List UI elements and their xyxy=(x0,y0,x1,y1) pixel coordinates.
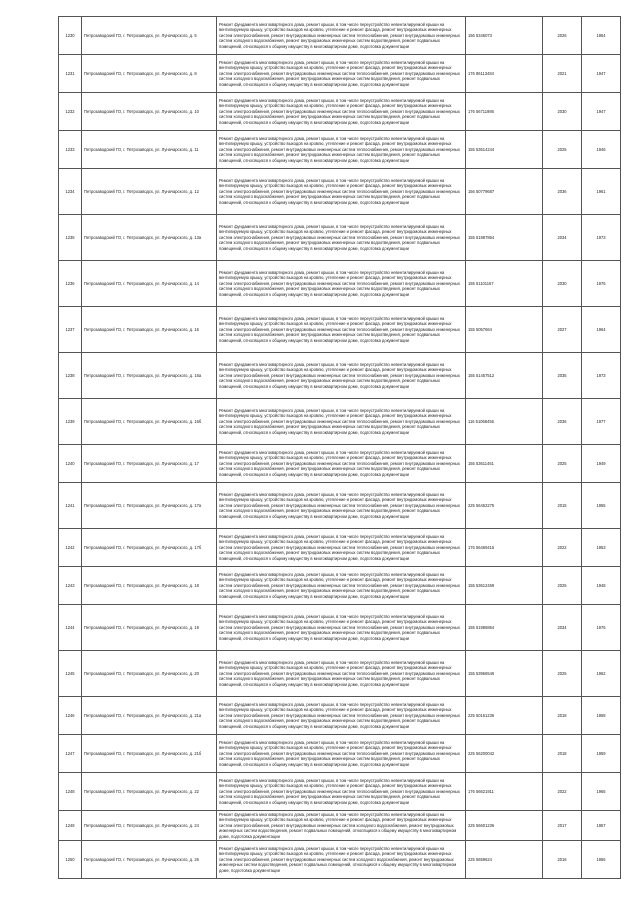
row-build-year: 1946 xyxy=(582,131,621,169)
row-cost: 225 56200042 xyxy=(466,735,543,773)
row-build-year: 1949 xyxy=(582,445,621,483)
row-works: Ремонт фундамента многоквартирного дома, ремонт крыши, в том числе переустройство невентилируемой крыши на вентилируемую крышу, устройство выходов на кровлю, утепление и ремонт фасада, ремонт внутридомовых инженерных систем электроснабжения, ремонт внутридомовых инженерных систем теплоснабжения, ремонт внутридомовых инженерных систем холодного водоснабжения, ремонт внутридомовых инженерных систем водоотведения, ремонт подвальных помещений, относящихся к общему имуществу в многоквартирном доме, подготовка документации xyxy=(217,169,466,215)
table-row xyxy=(59,55,621,93)
row-build-year: 1956 xyxy=(582,841,621,879)
row-number: 1237 xyxy=(59,307,82,353)
table-row xyxy=(59,651,621,697)
row-works: Ремонт фундамента многоквартирного дома, ремонт крыши, в том числе переустройство невентилируемой крыши на вентилируемую крышу, устройство выходов на кровлю, утепление и ремонт фасада, ремонт внутридомовых инженерных систем электроснабжения, ремонт внутридомовых инженерных систем теплоснабжения, ремонт внутридомовых инженерных систем холодного водоснабжения, ремонт внутридомовых инженерных систем водоотведения, ремонт подвальных помещений, относящихся к общему имуществу в многоквартирном доме, подготовка документации xyxy=(217,261,466,307)
row-works: Ремонт фундамента многоквартирного дома, ремонт крыши, в том числе переустройство невентилируемой крыши на вентилируемую крышу, устройство выходов на кровлю, утепление и ремонт фасада, ремонт внутридомовых инженерных систем электроснабжения, ремонт внутридомовых инженерных систем теплоснабжения, ремонт внутридомовых инженерных систем холодного водоснабжения, ремонт внутридомовых инженерных систем водоотведения, ремонт подвальных помещений, относящихся к общему имуществу в многоквартирном доме, подготовка документации xyxy=(217,483,466,529)
row-plan-year: 2016 xyxy=(543,841,582,879)
row-number: 1242 xyxy=(59,529,82,567)
row-cost: 225 56601236 xyxy=(466,811,543,841)
row-number: 1238 xyxy=(59,353,82,399)
row-cost: 155 51986864 xyxy=(466,605,543,651)
row-plan-year: 2036 xyxy=(543,399,582,445)
row-number: 1230 xyxy=(59,17,82,55)
table-row xyxy=(59,215,621,261)
row-number: 1236 xyxy=(59,261,82,307)
row-works: Ремонт фундамента многоквартирного дома, ремонт крыши, в том числе переустройство невентилируемой крыши на вентилируемую крышу, устройство выходов на кровлю, утепление и ремонт фасада, ремонт внутридомовых инженерных систем электроснабжения, ремонт внутридомовых инженерных систем теплоснабжения, ремонт внутридомовых инженерных систем холодного водоснабжения, ремонт внутридомовых инженерных систем водоотведения, ремонт подвальных помещений, относящихся к общему имуществу в многоквартирном доме, подготовка документации xyxy=(217,445,466,483)
row-cost: 155 5057664 xyxy=(466,307,543,353)
row-build-year: 1947 xyxy=(582,55,621,93)
row-build-year: 1961 xyxy=(582,169,621,215)
row-cost: 155 53966546 xyxy=(466,651,543,697)
row-cost: 225 5659624 xyxy=(466,841,543,879)
row-address: Петрозаводский ГО, г. Петрозаводск, ул. Луначарского, д. 26 xyxy=(82,841,217,879)
table-row xyxy=(59,399,621,445)
row-number: 1241 xyxy=(59,483,82,529)
row-build-year: 1973 xyxy=(582,215,621,261)
row-address: Петрозаводский ГО, г. Петрозаводск, ул. Луначарского, д. 5 xyxy=(82,17,217,55)
row-cost: 225 56462275 xyxy=(466,483,543,529)
row-address: Петрозаводский ГО, г. Петрозаводск, ул. Луначарского, д. 19 xyxy=(82,605,217,651)
row-number: 1247 xyxy=(59,735,82,773)
row-plan-year: 2036 xyxy=(543,169,582,215)
row-works: Ремонт фундамента многоквартирного дома, ремонт крыши, в том числе переустройство невентилируемой крыши на вентилируемую крышу, устройство выходов на кровлю, утепление и ремонт фасада, ремонт внутридомовых инженерных систем электроснабжения, ремонт внутридомовых инженерных систем теплоснабжения, ремонт внутридомовых инженерных систем холодного водоснабжения, ремонт внутридомовых инженерных систем водоотведения, ремонт подвальных помещений, относящихся к общему имуществу в многоквартирном доме, подготовка документации xyxy=(217,353,466,399)
table-row xyxy=(59,841,621,879)
row-number: 1235 xyxy=(59,215,82,261)
table-row xyxy=(59,17,621,55)
row-cost: 176 56469415 xyxy=(466,529,543,567)
row-plan-year: 2025 xyxy=(543,445,582,483)
row-number: 1244 xyxy=(59,605,82,651)
table-row xyxy=(59,697,621,735)
table-row xyxy=(59,261,621,307)
row-address: Петрозаводский ГО, г. Петрозаводск, ул. Луначарского, д. 16 xyxy=(82,307,217,353)
row-address: Петрозаводский ГО, г. Петрозаводск, ул. Луначарского, д. 17а xyxy=(82,483,217,529)
row-cost: 116 51068456 xyxy=(466,399,543,445)
row-address: Петрозаводский ГО, г. Петрозаводск, ул. Луначарского, д. 16б xyxy=(82,399,217,445)
row-build-year: 1962 xyxy=(582,651,621,697)
row-address: Петрозаводский ГО, г. Петрозаводск, ул. Луначарского, д. 24 xyxy=(82,811,217,841)
row-address: Петрозаводский ГО, г. Петрозаводск, ул. Луначарского, д. 17б xyxy=(82,529,217,567)
row-address: Петрозаводский ГО, г. Петрозаводск, ул. Луначарского, д. 14 xyxy=(82,261,217,307)
row-address: Петрозаводский ГО, г. Петрозаводск, ул. Луначарского, д. 21б xyxy=(82,735,217,773)
row-cost: 176 56711986 xyxy=(466,93,543,131)
row-works: Ремонт фундамента многоквартирного дома, ремонт крыши, в том числе переустройство невентилируемой крыши на вентилируемую крышу, устройство выходов на кровлю, утепление и ремонт фасада, ремонт внутридомовых инженерных систем электроснабжения, ремонт внутридомовых инженерных систем теплоснабжения, ремонт внутридомовых инженерных систем холодного водоснабжения, ремонт внутридомовых инженерных систем водоотведения, ремонт подвальных помещений, относящихся к общему имуществу в многоквартирном доме, подготовка документации xyxy=(217,307,466,353)
table-row xyxy=(59,445,621,483)
table-row xyxy=(59,773,621,811)
row-build-year: 1959 xyxy=(582,735,621,773)
table-row xyxy=(59,353,621,399)
row-cost: 176 56621911 xyxy=(466,773,543,811)
row-address: Петрозаводский ГО, г. Петрозаводск, ул. Луначарского, д. 20 xyxy=(82,651,217,697)
row-works: Ремонт фундамента многоквартирного дома, ремонт крыши, в том числе переустройство невентилируемой крыши на вентилируемую крышу, устройство выходов на кровлю, утепление и ремонт фасада, ремонт внутридомовых инженерных систем электроснабжения, ремонт внутридомовых инженерных систем теплоснабжения, ремонт внутридомовых инженерных систем холодного водоснабжения, ремонт внутридомовых инженерных систем водоотведения, ремонт подвальных помещений, относящихся к общему имуществу в многоквартирном доме, подготовка документации xyxy=(217,651,466,697)
row-number: 1234 xyxy=(59,169,82,215)
row-cost: 155 53612469 xyxy=(466,567,543,605)
table-row xyxy=(59,307,621,353)
row-plan-year: 2035 xyxy=(543,353,582,399)
row-cost: 155 53614244 xyxy=(466,131,543,169)
row-works: Ремонт фундамента многоквартирного дома, ремонт крыши, в том числе переустройство невентилируемой крыши на вентилируемую крышу, устройство выходов на кровлю, утепление и ремонт фасада, ремонт внутридомовых инженерных систем электроснабжения, ремонт внутридомовых инженерных систем теплоснабжения, ремонт внутридомовых инженерных систем холодного водоснабжения, ремонт внутридомовых инженерных систем водоотведения, ремонт подвальных помещений, относящихся к общему имуществу в многоквартирном доме, подготовка документации xyxy=(217,529,466,567)
row-cost: 156 5346073 xyxy=(466,17,543,55)
row-plan-year: 2025 xyxy=(543,651,582,697)
row-cost: 155 53611461 xyxy=(466,445,543,483)
row-works: Ремонт фундамента многоквартирного дома, ремонт крыши, в том числе переустройство невентилируемой крыши на вентилируемую крышу, устройство выходов на кровлю, утепление и ремонт фасада, ремонт внутридомовых инженерных систем электроснабжения, ремонт внутридомовых инженерных систем теплоснабжения, ремонт внутридомовых инженерных систем холодного водоснабжения, ремонт внутридомовых инженерных систем водоотведения, ремонт подвальных помещений, относящихся к общему имуществу в многоквартирном доме, подготовка документации xyxy=(217,93,466,131)
row-plan-year: 2015 xyxy=(543,483,582,529)
row-build-year: 1965 xyxy=(582,773,621,811)
row-number: 1248 xyxy=(59,773,82,811)
row-cost: 155 51987864 xyxy=(466,215,543,261)
row-number: 1249 xyxy=(59,811,82,841)
row-address: Петрозаводский ГО, г. Петрозаводск, ул. Луначарского, д. 17 xyxy=(82,445,217,483)
row-cost: 155 51101167 xyxy=(466,261,543,307)
row-works: Ремонт фундамента многоквартирного дома, ремонт крыши, в том числе переустройство невентилируемой крыши на вентилируемую крышу, устройство выходов на кровлю, утепление и ремонт фасада, ремонт внутридомовых инженерных систем электроснабжения, ремонт внутридомовых инженерных систем теплоснабжения, ремонт внутридомовых инженерных систем холодного водоснабжения, ремонт внутридомовых инженерных систем водоотведения, ремонт подвальных помещений, относящихся к общему имуществу в многоквартирном доме, подготовка документации xyxy=(217,17,466,55)
table-row xyxy=(59,483,621,529)
row-plan-year: 2022 xyxy=(543,529,582,567)
row-address: Петрозаводский ГО, г. Петрозаводск, ул. Луначарского, д. 18 xyxy=(82,567,217,605)
row-cost: 155 51457512 xyxy=(466,353,543,399)
row-cost: 225 50161236 xyxy=(466,697,543,735)
row-build-year: 1955 xyxy=(582,483,621,529)
table-row xyxy=(59,529,621,567)
row-plan-year: 2025 xyxy=(543,131,582,169)
row-plan-year: 2021 xyxy=(543,55,582,93)
row-build-year: 1977 xyxy=(582,399,621,445)
row-number: 1250 xyxy=(59,841,82,879)
row-plan-year: 2030 xyxy=(543,261,582,307)
row-works: Ремонт фундамента многоквартирного дома, ремонт крыши, в том числе переустройство невентилируемой крыши на вентилируемую крышу, устройство выходов на кровлю, утепление и ремонт фасада, ремонт внутридомовых инженерных систем электроснабжения, ремонт внутридомовых инженерных систем теплоснабжения, ремонт внутридомовых инженерных систем холодного водоснабжения, ремонт внутридомовых инженерных систем водоотведения, ремонт подвальных помещений, относящихся к общему имуществу в многоквартирном доме, подготовка документации xyxy=(217,399,466,445)
table-body xyxy=(59,17,621,879)
row-number: 1245 xyxy=(59,651,82,697)
row-address: Петрозаводский ГО, г. Петрозаводск, ул. Луначарского, д. 22 xyxy=(82,773,217,811)
row-cost: 156 50779687 xyxy=(466,169,543,215)
row-works: Ремонт фундамента многоквартирного дома, ремонт крыши, в том числе переустройство невентилируемой крыши на вентилируемую крышу, устройство выходов на кровлю, утепление и ремонт фасада, ремонт внутридомовых инженерных систем электроснабжения, ремонт внутридомовых инженерных систем теплоснабжения, ремонт внутридомовых инженерных систем холодного водоснабжения, ремонт внутридомовых инженерных систем водоотведения, ремонт подвальных помещений, относящихся к общему имуществу в многоквартирном доме, подготовка документации xyxy=(217,215,466,261)
table-row xyxy=(59,735,621,773)
row-address: Петрозаводский ГО, г. Петрозаводск, ул. Луначарского, д. 21а xyxy=(82,697,217,735)
row-build-year: 1976 xyxy=(582,605,621,651)
row-build-year: 1957 xyxy=(582,811,621,841)
row-plan-year: 2018 xyxy=(543,697,582,735)
row-plan-year: 2026 xyxy=(543,17,582,55)
row-plan-year: 2017 xyxy=(543,811,582,841)
row-build-year: 1948 xyxy=(582,567,621,605)
row-number: 1243 xyxy=(59,567,82,605)
table-row xyxy=(59,567,621,605)
row-works: Ремонт фундамента многоквартирного дома, ремонт крыши, в том числе переустройство невентилируемой крыши на вентилируемую крышу, устройство выходов на кровлю, утепление и ремонт фасада, ремонт внутридомовых инженерных систем электроснабжения, ремонт внутридомовых инженерных систем холодного водоснабжения, ремонт внутридомовых инженерных систем водоотведения, ремонт подвальных помещений, относящихся к общему имуществу в многоквартирном доме, подготовка документации xyxy=(217,841,466,879)
row-build-year: 1964 xyxy=(582,307,621,353)
row-address: Петрозаводский ГО, г. Петрозаводск, ул. Луначарского, д. 10 xyxy=(82,93,217,131)
row-build-year: 1954 xyxy=(582,17,621,55)
row-build-year: 1947 xyxy=(582,93,621,131)
row-number: 1240 xyxy=(59,445,82,483)
table-row xyxy=(59,131,621,169)
row-plan-year: 2030 xyxy=(543,93,582,131)
row-build-year: 1973 xyxy=(582,353,621,399)
row-works: Ремонт фундамента многоквартирного дома, ремонт крыши, в том числе переустройство невентилируемой крыши на вентилируемую крышу, устройство выходов на кровлю, утепление и ремонт фасада, ремонт внутридомовых инженерных систем электроснабжения, ремонт внутридомовых инженерных систем теплоснабжения, ремонт внутридомовых инженерных систем холодного водоснабжения, ремонт внутридомовых инженерных систем водоотведения, ремонт подвальных помещений, относящихся к общему имуществу в многоквартирном доме, подготовка документации xyxy=(217,697,466,735)
row-number: 1232 xyxy=(59,93,82,131)
table-row xyxy=(59,93,621,131)
row-build-year: 1953 xyxy=(582,529,621,567)
row-number: 1231 xyxy=(59,55,82,93)
row-address: Петрозаводский ГО, г. Петрозаводск, ул. Луначарского, д. 11 xyxy=(82,131,217,169)
row-number: 1233 xyxy=(59,131,82,169)
row-address: Петрозаводский ГО, г. Петрозаводск, ул. Луначарского, д. 16а xyxy=(82,353,217,399)
row-works: Ремонт фундамента многоквартирного дома, ремонт крыши, в том числе переустройство невентилируемой крыши на вентилируемую крышу, устройство выходов на кровлю, утепление и ремонт фасада, ремонт внутридомовых инженерных систем электроснабжения, ремонт внутридомовых инженерных систем теплоснабжения, ремонт внутридомовых инженерных систем холодного водоснабжения, ремонт внутридомовых инженерных систем водоотведения, ремонт подвальных помещений, относящихся к общему имуществу в многоквартирном доме, подготовка документации xyxy=(217,773,466,811)
row-address: Петрозаводский ГО, г. Петрозаводск, ул. Луначарского, д. 8 xyxy=(82,55,217,93)
row-works: Ремонт фундамента многоквартирного дома, ремонт крыши, в том числе переустройство невентилируемой крыши на вентилируемую крышу, устройство выходов на кровлю, утепление и ремонт фасада, ремонт внутридомовых инженерных систем электроснабжения, ремонт внутридомовых инженерных систем теплоснабжения, ремонт внутридомовых инженерных систем холодного водоснабжения, ремонт внутридомовых инженерных систем водоотведения, ремонт подвальных помещений, относящихся к общему имуществу в многоквартирном доме, подготовка документации xyxy=(217,735,466,773)
row-works: Ремонт фундамента многоквартирного дома, ремонт крыши, в том числе переустройство невентилируемой крыши на вентилируемую крышу, устройство выходов на кровлю, утепление и ремонт фасада, ремонт внутридомовых инженерных систем электроснабжения, ремонт внутридомовых инженерных систем теплоснабжения, ремонт внутридомовых инженерных систем холодного водоснабжения, ремонт внутридомовых инженерных систем водоотведения, ремонт подвальных помещений, относящихся к общему имуществу в многоквартирном доме, подготовка документации xyxy=(217,131,466,169)
row-plan-year: 2027 xyxy=(543,307,582,353)
row-number: 1246 xyxy=(59,697,82,735)
table-row xyxy=(59,605,621,651)
row-works: Ремонт фундамента многоквартирного дома, ремонт крыши, в том числе переустройство невентилируемой крыши на вентилируемую крышу, устройство выходов на кровлю, утепление и ремонт фасада, ремонт внутридомовых инженерных систем электроснабжения, ремонт внутридомовых инженерных систем холодного водоснабжения, ремонт внутридомовых инженерных систем водоотведения, ремонт подвальных помещений, относящихся к общему имуществу в многоквартирном доме, подготовка документации xyxy=(217,811,466,841)
row-works: Ремонт фундамента многоквартирного дома, ремонт крыши, в том числе переустройство невентилируемой крыши на вентилируемую крышу, устройство выходов на кровлю, утепление и ремонт фасада, ремонт внутридомовых инженерных систем электроснабжения, ремонт внутридомовых инженерных систем теплоснабжения, ремонт внутридомовых инженерных систем холодного водоснабжения, ремонт внутридомовых инженерных систем водоотведения, ремонт подвальных помещений, относящихся к общему имуществу в многоквартирном доме, подготовка документации xyxy=(217,55,466,93)
row-works: Ремонт фундамента многоквартирного дома, ремонт крыши, в том числе переустройство невентилируемой крыши на вентилируемую крышу, устройство выходов на кровлю, утепление и ремонт фасада, ремонт внутридомовых инженерных систем электроснабжения, ремонт внутридомовых инженерных систем теплоснабжения, ремонт внутридомовых инженерных систем холодного водоснабжения, ремонт внутридомовых инженерных систем водоотведения, ремонт подвальных помещений, относящихся к общему имуществу в многоквартирном доме, подготовка документации xyxy=(217,605,466,651)
row-plan-year: 2018 xyxy=(543,735,582,773)
row-plan-year: 2022 xyxy=(543,773,582,811)
row-plan-year: 2025 xyxy=(543,567,582,605)
capital-repair-table xyxy=(58,16,621,879)
table-row xyxy=(59,811,621,841)
row-build-year: 1976 xyxy=(582,261,621,307)
row-plan-year: 2034 xyxy=(543,605,582,651)
row-cost: 176 86113484 xyxy=(466,55,543,93)
row-plan-year: 2034 xyxy=(543,215,582,261)
row-address: Петрозаводский ГО, г. Петрозаводск, ул. Луначарского, д. 12 xyxy=(82,169,217,215)
row-works: Ремонт фундамента многоквартирного дома, ремонт крыши, в том числе переустройство невентилируемой крыши на вентилируемую крышу, устройство выходов на кровлю, утепление и ремонт фасада, ремонт внутридомовых инженерных систем электроснабжения, ремонт внутридомовых инженерных систем теплоснабжения, ремонт внутридомовых инженерных систем холодного водоснабжения, ремонт внутридомовых инженерных систем водоотведения, ремонт подвальных помещений, относящихся к общему имуществу в многоквартирном доме, подготовка документации xyxy=(217,567,466,605)
row-address: Петрозаводский ГО, г. Петрозаводск, ул. Луначарского, д. 13а xyxy=(82,215,217,261)
row-number: 1239 xyxy=(59,399,82,445)
table-row xyxy=(59,169,621,215)
row-build-year: 1958 xyxy=(582,697,621,735)
